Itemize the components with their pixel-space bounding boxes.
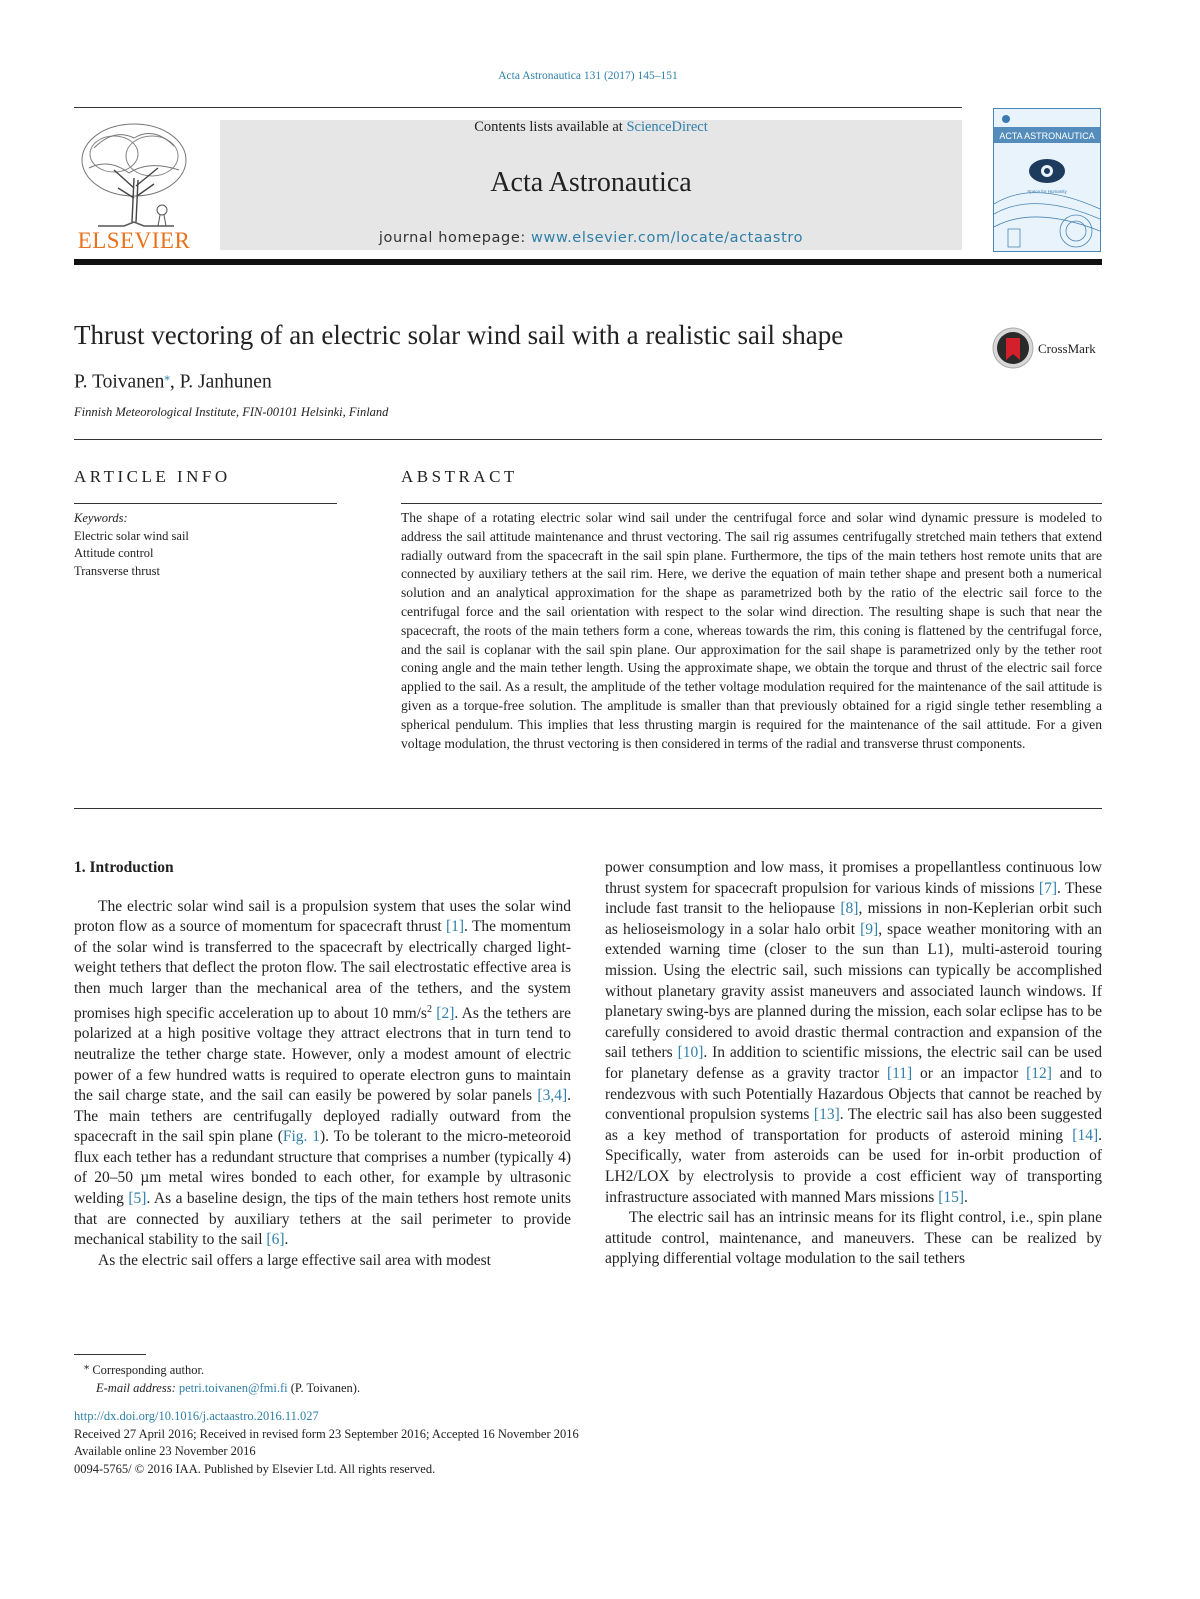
- paragraph: The electric sail has an intrinsic means for its flight control, i.e., spin plane attitude control, maintenance, and maneuvers. These can be realized by applying differential voltage modulation to the sail tethers: [605, 1209, 1102, 1268]
- citation-link[interactable]: [1]: [445, 918, 465, 936]
- text-run: . The momentum of the solar wind is transferred to the spacecraft by electrically charged light-weight tethers that deflect the proton flow. The sail electrostatic effective area is then much larger than the mechanical area of the tethers, and the system promises high specific acceleration up to about 10 mm/s: [74, 918, 571, 1022]
- figure-link[interactable]: Fig. 1: [282, 1128, 321, 1146]
- author-name[interactable]: , P. Janhunen: [169, 371, 272, 393]
- footnote: [74, 1358, 360, 1397]
- citation-link[interactable]: [15]: [938, 1188, 965, 1206]
- abstract-text: The shape of a rotating electric solar wind sail under the centrifugal force and solar wind dynamic pressure is modeled to address the sail attitude maintenance and thrust vectoring. The sail rig assumes centrifugally stretched main tethers that extend radially outward from the spacecraft in the sail spin plane. Furthermore, the tips of the main tethers host remote units that are connected by auxiliary tethers at the sail rim. Here, we derive the equation of main tether shape and present both a numerical solution and an analytical approximation for the shape as parametrized both by the ratio of the electric sail force to the centrifugal force and the sail orientation with respect to the solar wind direction. The resulting shape is such that near the spacecraft, the roots of the main tethers form a cone, whereas towards the rim, this coning is flattened by the centrifugal force, and the sail is coplanar with the sail spin plane. Our approximation for the sail shape is parametrized only by the tether root coning angle and the main tether length. Using the approximate shape, we obtain the torque and thrust of the electric sail force applied to the sail. As a result, the amplitude of the tether voltage modulation required for the maintenance of the sail attitude is given as a torque-free solution. The amplitude is smaller than that previously obtained for a rigid single tether resembling a spherical pendulum. This implies that less thrusting margin is required for the maintenance of the sail attitude. For a given voltage modulation, the thrust vectoring is then considered in terms of the radial and transverse thrust components.: [401, 510, 1102, 751]
- body-left-column: [74, 858, 571, 1271]
- header-rule: [74, 107, 962, 108]
- text-run: The electric solar wind sail is a propulsion system that uses the solar wind proton flow as a source of momentum for spacecraft thrust: [74, 897, 571, 936]
- author-list: [74, 370, 272, 394]
- citation-link[interactable]: [6]: [266, 1231, 285, 1249]
- citation-link[interactable]: [7]: [1038, 879, 1057, 897]
- text-run: . As a baseline design, the tips of the main tethers host remote units that are connected by auxiliary tethers at the sail perimeter to provide mechanical stability to the sail: [74, 1190, 571, 1249]
- doi-link[interactable]: http://dx.doi.org/10.1016/j.actaastro.2016.11.027: [74, 1409, 319, 1423]
- text-run: , missions in non-Keplerian orbit such as helioseismology in a solar halo orbit: [605, 900, 1102, 938]
- text-run: . The main tethers are centrifugally deployed radially outward from the spacecraft in the sail spin plane (: [74, 1087, 571, 1146]
- paragraph: [74, 897, 571, 1251]
- keyword: Attitude control: [74, 546, 154, 560]
- copyright: 0094-5765/ © 2016 IAA. Published by Elsevier Ltd. All rights reserved.: [74, 1461, 436, 1476]
- homepage-prefix: journal homepage:: [378, 230, 532, 246]
- text-run: . These include fast transit to the heliopause: [605, 879, 1102, 918]
- citation-link[interactable]: [13]: [813, 1106, 840, 1124]
- email-link[interactable]: petri.toivanen@fmi.fi: [178, 1380, 288, 1395]
- available-online: Available online 23 November 2016: [74, 1444, 256, 1458]
- email-suffix: (P. Toivanen).: [287, 1380, 361, 1395]
- crossmark-label[interactable]: CrossMark: [1038, 341, 1096, 356]
- citation-link[interactable]: [8]: [840, 900, 859, 918]
- text-run: .: [964, 1188, 968, 1206]
- author-name[interactable]: P. Toivanen: [74, 371, 165, 393]
- paragraph: As the electric sail offers a large effective sail area with modest: [98, 1251, 491, 1269]
- cover-subtitle: Space for Humanity: [1027, 189, 1067, 194]
- text-run: . As the tethers are polarized at a high positive voltage they attract electrons that in turn tend to neutralize the tether charge state. However, only a modest amount of electric power of a few hundred watts is required to operate electron guns to maintain the sail charge state, and the sail can easily be powered by solar panels: [74, 1004, 571, 1105]
- title-rule: [74, 439, 1102, 440]
- cover-art: [994, 109, 1100, 251]
- keywords-block: [74, 510, 337, 580]
- keyword: Transverse thrust: [74, 563, 160, 578]
- text-run: . The electric sail has also been suggested as a key method of transportation for products of asteroid mining: [605, 1106, 1102, 1144]
- contents-line: [220, 119, 962, 136]
- citation-link[interactable]: [12]: [1026, 1064, 1052, 1082]
- text-run: ). To be tolerant to the micro-meteoroid flux each tether has a redundant structure that comprises a number (typically 4) of 20–50 µm metal wires bonded to each other, for example by ultrasonic welding: [74, 1128, 571, 1208]
- cover-title: ACTA ASTRONAUTICA: [999, 131, 1095, 141]
- citation-link[interactable]: [9]: [860, 920, 879, 938]
- text-run: .: [284, 1231, 289, 1249]
- citation-link[interactable]: [10]: [677, 1044, 704, 1062]
- journal-cover-thumbnail[interactable]: [993, 108, 1101, 252]
- section-heading: 1. Introduction: [74, 859, 174, 876]
- affiliation: Finnish Meteorological Institute, FIN-00101 Helsinki, Finland: [74, 405, 389, 419]
- paragraph: [605, 858, 1102, 1208]
- corresponding-author-note: [74, 1358, 360, 1380]
- article-title: Thrust vectoring of an electric solar wind sail with a realistic sail shape: [74, 320, 844, 350]
- citation-link[interactable]: [5]: [128, 1190, 147, 1208]
- text-run: or an impactor: [912, 1064, 1027, 1082]
- journal-reference[interactable]: Acta Astronautica 131 (2017) 145–151: [498, 70, 678, 82]
- homepage-line: [220, 230, 962, 246]
- text-run: , space weather monitoring with an extended warning time (closer to the sun than L1), multi-asteroid touring mission. Using the electric sail, such missions can typically be accomplished without planetary gravity assist maneuvers and associated launch windows. If planetary swing-bys are planned during the mission, each solar eclipse has to be carefully considered to avoid drastic thermal contraction and expansion of the sail tethers: [605, 920, 1103, 1062]
- footnote-rule: [74, 1354, 146, 1355]
- article-info-heading: ARTICLE INFO: [74, 467, 231, 486]
- publication-info: [74, 1408, 579, 1478]
- abstract-heading: ABSTRACT: [401, 467, 518, 486]
- publisher-name: ELSEVIER: [77, 228, 191, 253]
- corresponding-author-mark[interactable]: ⁎: [164, 371, 170, 383]
- email-label: E-mail address:: [96, 1380, 179, 1395]
- journal-title: Acta Astronautica: [490, 167, 692, 198]
- citation-link[interactable]: [3,4]: [537, 1087, 568, 1105]
- citation-link[interactable]: [2]: [436, 1004, 455, 1022]
- keyword: Electric solar wind sail: [74, 528, 189, 543]
- keywords-label: Keywords:: [74, 511, 128, 525]
- header-thick-rule: [74, 259, 1102, 265]
- superscript: 2: [426, 1003, 432, 1015]
- article-info-rule: [74, 503, 337, 504]
- contents-prefix: Contents lists available at: [474, 119, 627, 135]
- homepage-link[interactable]: www.elsevier.com/locate/actaastro: [531, 230, 804, 246]
- footnote-mark: ⁎: [84, 1361, 90, 1372]
- text-run: and to rendezvous with such Potentially Hazardous Objects that cannot be reached by conventional propulsion systems: [605, 1064, 1102, 1124]
- email-line: [74, 1380, 360, 1398]
- text-run: . In addition to scientific missions, the electric sail can be used for planetary defense as a gravity tractor: [605, 1044, 1103, 1082]
- sciencedirect-link[interactable]: ScienceDirect: [626, 119, 708, 135]
- citation-link[interactable]: [14]: [1072, 1126, 1099, 1144]
- corresponding-text: Corresponding author.: [89, 1363, 205, 1378]
- text-run: power consumption and low mass, it promises a propellantless continuous low thrust system for spacecraft propulsion for various kinds of missions: [605, 859, 1102, 897]
- received-dates: Received 27 April 2016; Received in revised form 23 September 2016; Accepted 16 November 2016: [74, 1426, 579, 1441]
- body-right-column: [605, 858, 1102, 1270]
- citation-link[interactable]: [11]: [886, 1064, 913, 1082]
- abstract-rule: [401, 503, 1102, 504]
- text-run: . Specifically, water from asteroids can be used for in-orbit production of LH2/LOX by electrolysis to provide a cost efficient way of transporting infrastructure associated with manned Mars missions: [605, 1126, 1102, 1206]
- abstract-bottom-rule: [74, 808, 1102, 809]
